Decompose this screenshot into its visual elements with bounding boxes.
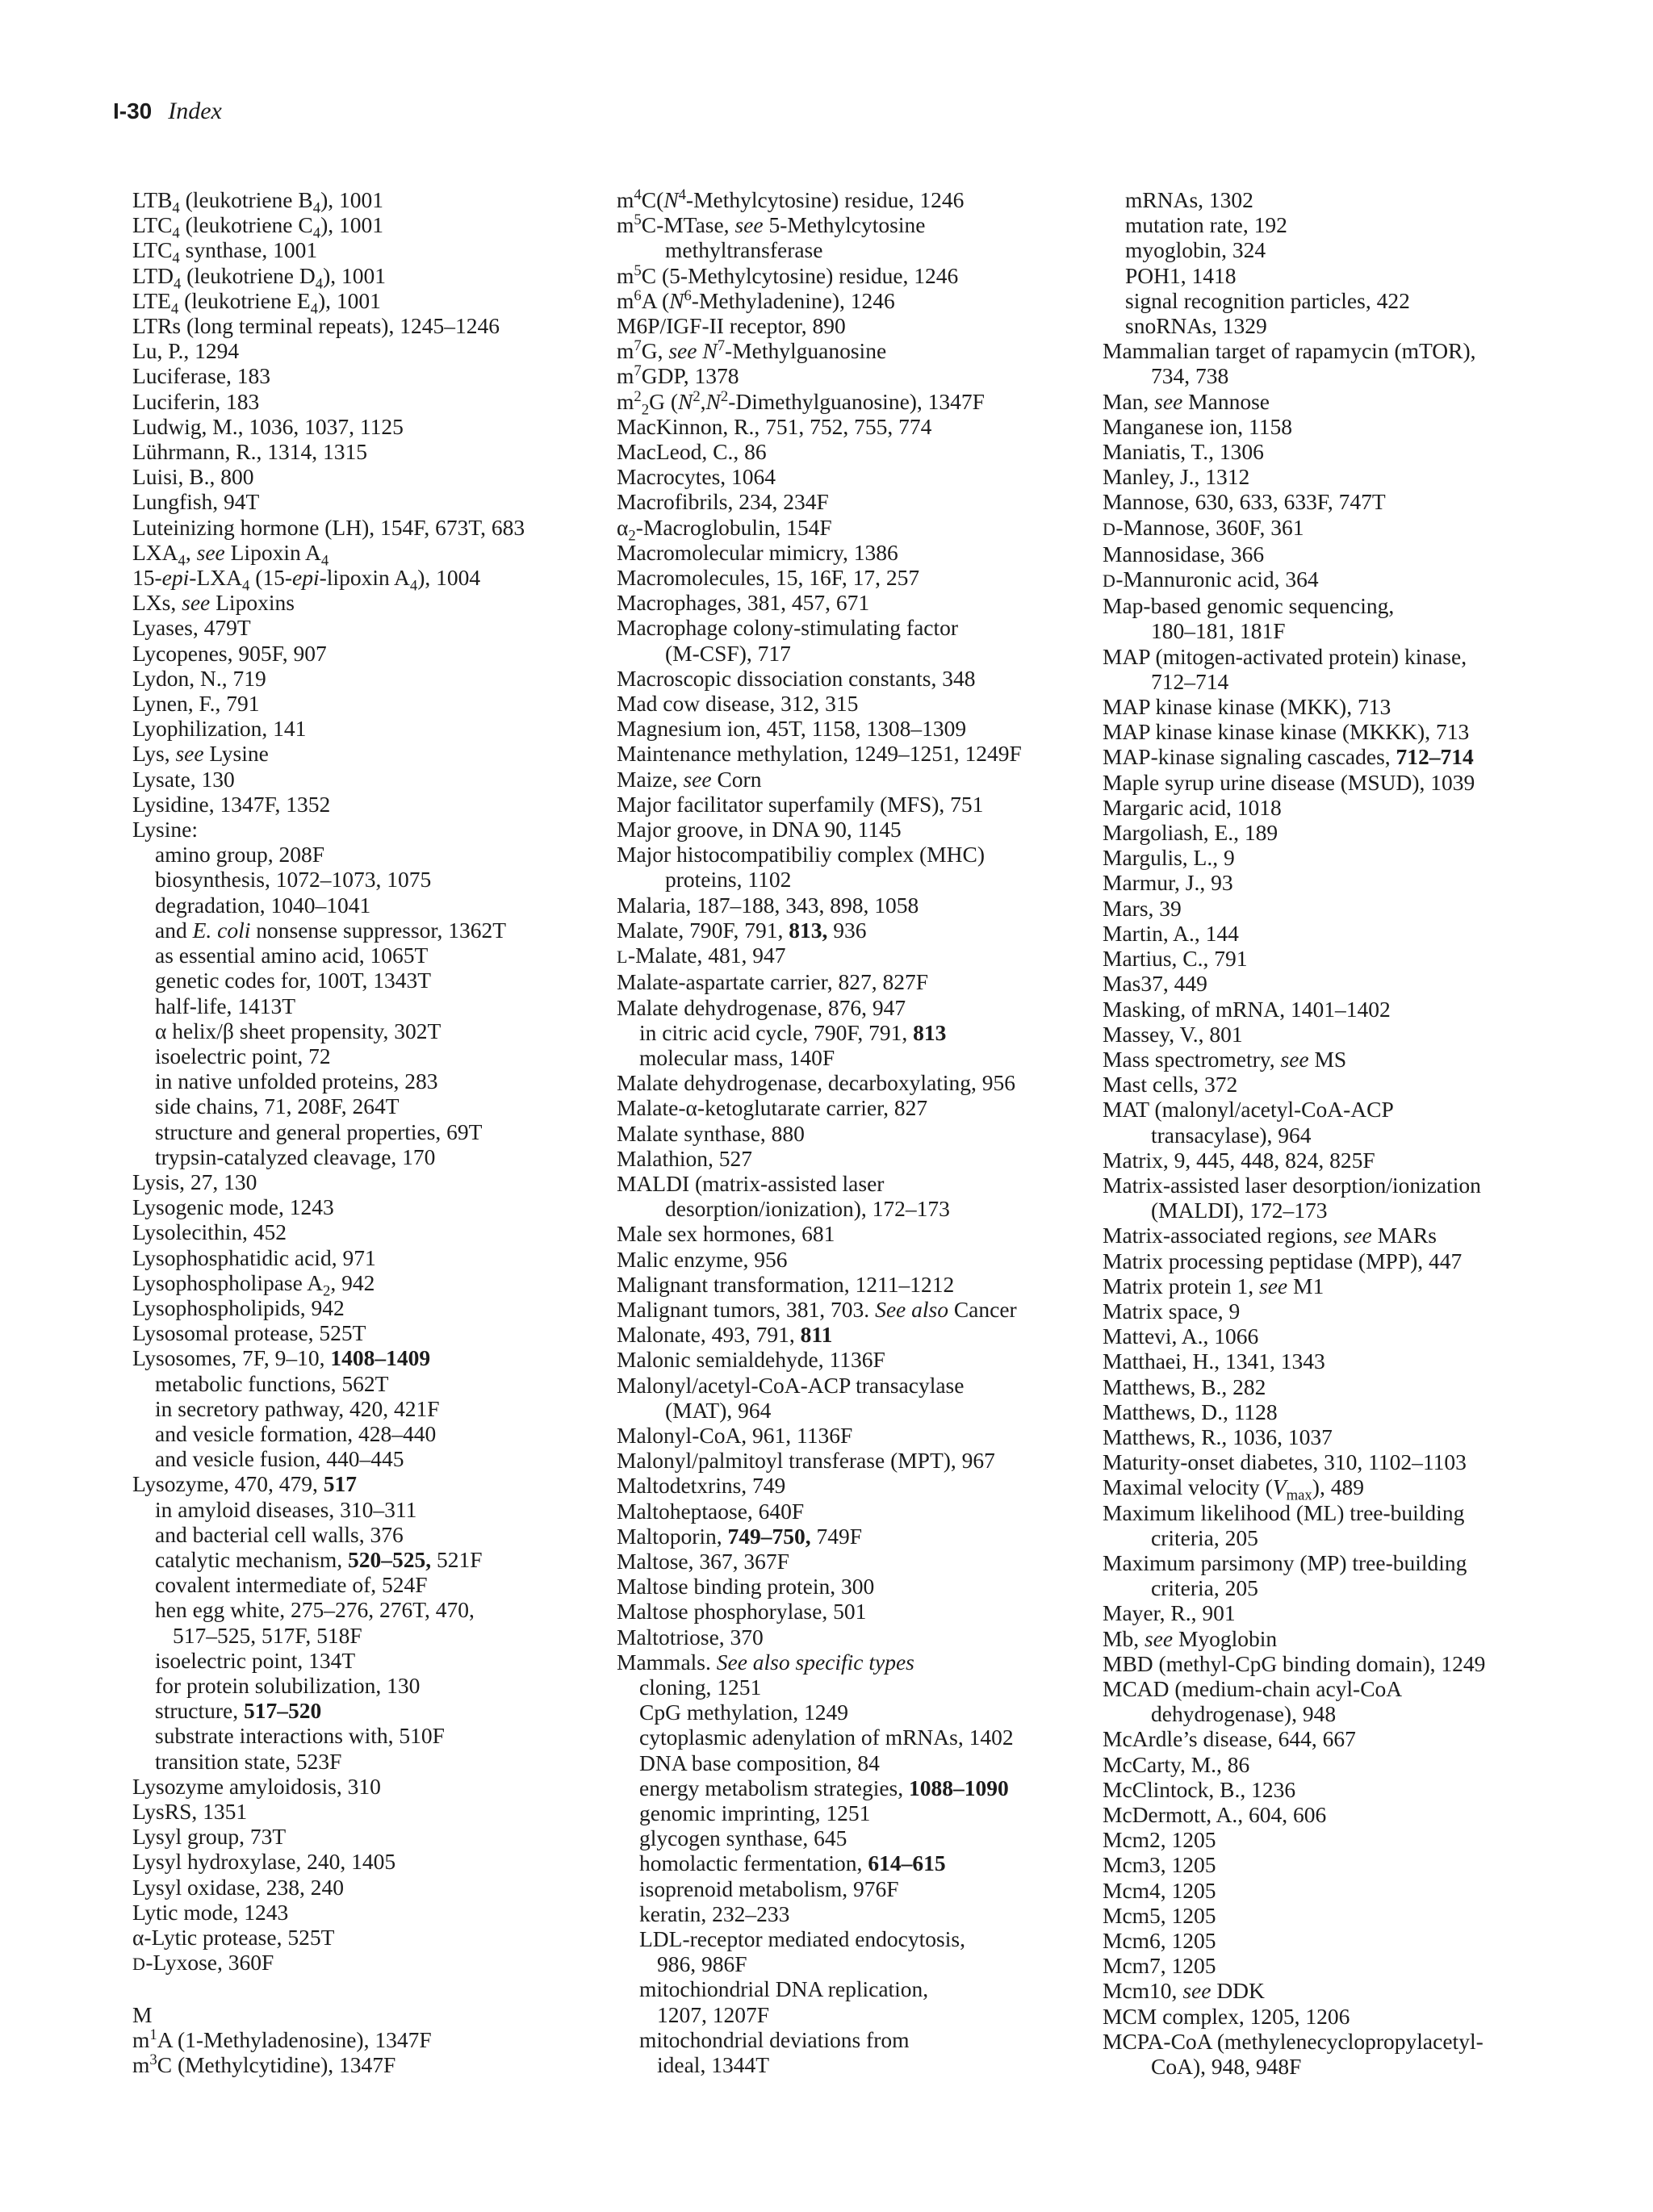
index-subentry: 517–525, 517F, 518F [173, 1622, 362, 1648]
index-entry: MAP (mitogen-activated protein) kinase, [1103, 643, 1467, 669]
index-entry: $LTB_4$ (leukotriene $B_4$), 1001 [132, 187, 383, 217]
index-entry: Mcm5, 1205 [1103, 1902, 1216, 1928]
index-entry: Marmur, J., 93 [1103, 870, 1233, 896]
index-entry: Luciferin, 183 [132, 388, 260, 414]
index-subentry: structure, 517–520 [155, 1698, 322, 1724]
index-subentry: covalent intermediate of, 524F [155, 1572, 428, 1598]
index-entry: Matthews, D., 1128 [1103, 1399, 1278, 1424]
index-subentry: mitochiondrial DNA replication, [639, 1976, 929, 2002]
index-entry: Luisi, B., 800 [132, 464, 254, 490]
index-entry: Lysophospholipase $A_2$, 942 [132, 1269, 375, 1300]
index-entry: Mattevi, A., 1066 [1103, 1323, 1259, 1349]
index-entry: Luciferase, 183 [132, 363, 271, 389]
index-entry: LTRs (long terminal repeats), 1245–1246 [132, 313, 500, 339]
index-entry: $m^1A$ (1-Methyladenosine), 1347F [132, 2026, 432, 2052]
index-entry: Mcm10, see DDK [1103, 1978, 1265, 2004]
index-subentry: trypsin-catalyzed cleavage, 170 [155, 1144, 436, 1169]
index-entry: Malate dehydrogenase, decarboxylating, 956 [617, 1070, 1016, 1096]
index-entry: Lyophilization, 141 [132, 716, 307, 742]
index-entry: Maltoheptaose, 640F [617, 1498, 805, 1524]
index-entry: McDermott, A., 604, 606 [1103, 1802, 1327, 1827]
index-entry: Mcm3, 1205 [1103, 1852, 1216, 1878]
index-entry: Lysyl group, 73T [132, 1824, 287, 1850]
index-entry: Malate-α-ketoglutarate carrier, 827 [617, 1095, 928, 1121]
index-entry: MacKinnon, R., 751, 752, 755, 774 [617, 413, 932, 439]
page-number: I-30 [113, 98, 153, 123]
index-subentry: molecular mass, 140F [639, 1044, 835, 1070]
index-entry: Martin, A., 144 [1103, 920, 1239, 946]
index-subentry: POH1, 1418 [1125, 262, 1237, 288]
index-entry: Maintenance methylation, 1249–1251, 1249F [617, 741, 1022, 767]
index-entry: MCM complex, 1205, 1206 [1103, 2003, 1350, 2029]
index-subentry: mitochondrial deviations from [639, 2026, 910, 2052]
index-entry: $LXA_4$, see Lipoxin $A_4$ [132, 539, 329, 570]
index-subentry: mRNAs, 1302 [1125, 187, 1253, 212]
index-entry: Maltodetxrins, 749 [617, 1473, 786, 1499]
index-entry: Macrophage colony-stimulating factor [617, 615, 959, 641]
index-entry: $m^3C$ (Methylcytidine), 1347F [132, 2051, 396, 2078]
index-entry: Lysis, 27, 130 [132, 1169, 257, 1194]
index-entry: Malignant tumors, 381, 703. See also Cancer [617, 1296, 1017, 1322]
index-entry: 712–714 [1151, 668, 1229, 694]
index-subentry: hen egg white, 275–276, 276T, 470, [155, 1597, 475, 1623]
index-subentry: in secretory pathway, 420, 421F [155, 1395, 440, 1421]
index-subentry: degradation, 1040–1041 [155, 892, 371, 918]
index-entry: Maximal velocity $(V_{max})$, 489 [1103, 1474, 1364, 1504]
index-entry: desorption/ionization), 172–173 [665, 1196, 950, 1222]
index-entry: Maltotriose, 370 [617, 1624, 764, 1650]
index-entry: Matthews, B., 282 [1103, 1374, 1266, 1399]
index-subentry: and E. coli nonsense suppressor, 1362T [155, 917, 507, 943]
index-subentry: metabolic functions, 562T [155, 1370, 389, 1396]
index-subentry: half-life, 1413T [155, 993, 296, 1018]
index-entry: LysRS, 1351 [132, 1799, 248, 1824]
index-entry: MAP-kinase signaling cascades, 712–714 [1103, 744, 1474, 770]
index-entry: MCPA-CoA (methylenecyclopropylacetyl- [1103, 2028, 1484, 2054]
index-entry: $LTE_4$ (leukotriene $E_4$), 1001 [132, 287, 381, 318]
index-subentry: transition state, 523F [155, 1748, 342, 1774]
index-entry: Lysophospholipids, 942 [132, 1294, 345, 1320]
index-entry: Mad cow disease, 312, 315 [617, 691, 859, 717]
index-entry: Macroscopic dissociation constants, 348 [617, 665, 976, 691]
index-entry: $m^4C(N^4-Methylcytosine)$ residue, 1246 [617, 186, 965, 212]
index-entry: transacylase), 964 [1151, 1122, 1312, 1148]
index-entry: Lysine: [132, 817, 198, 843]
index-entry: Lungfish, 94T [132, 489, 260, 515]
index-entry: Matrix, 9, 445, 448, 824, 825F [1103, 1147, 1375, 1173]
index-entry: $m^5C$ (5-Methylcytosine) residue, 1246 [617, 261, 959, 288]
index-entry: LXs, see Lipoxins [132, 590, 295, 616]
index-entry: Malic enzyme, 956 [617, 1246, 788, 1272]
index-subentry: catalytic mechanism, 520–525, 521F [155, 1546, 483, 1572]
index-entry: Malonate, 493, 791, 811 [617, 1322, 833, 1348]
index-entry: Malonyl-CoA, 961, 1136F [617, 1422, 853, 1448]
index-entry: Malignant transformation, 1211–1212 [617, 1271, 955, 1297]
index-entry: Maximum likelihood (ML) tree-building [1103, 1499, 1465, 1525]
index-entry: L-Malate, 481, 947 [617, 943, 786, 968]
index-entry: (MALDI), 172–173 [1151, 1198, 1328, 1223]
index-entry: Malathion, 527 [617, 1145, 753, 1171]
index-subentry: for protein solubilization, 130 [155, 1672, 421, 1698]
index-subentry: isoelectric point, 72 [155, 1043, 331, 1068]
index-entry: Margaric acid, 1018 [1103, 794, 1282, 820]
index-entry: proteins, 1102 [665, 867, 792, 893]
index-entry: McClintock, B., 1236 [1103, 1776, 1296, 1802]
index-subentry: and bacterial cell walls, 376 [155, 1521, 404, 1547]
index-entry: Malate dehydrogenase, 876, 947 [617, 994, 906, 1020]
index-entry: McArdle’s disease, 644, 667 [1103, 1726, 1356, 1752]
index-entry: Macromolecules, 15, 16F, 17, 257 [617, 565, 920, 591]
index-entry: Mayer, R., 901 [1103, 1600, 1236, 1626]
index-entry: Man, see Mannose [1103, 388, 1270, 414]
index-entry: methyltransferase [665, 237, 823, 263]
section-gap [132, 1976, 592, 2001]
index-entry: MAP kinase kinase (MKK), 713 [1103, 694, 1391, 720]
index-entry: Matrix-associated regions, see MARs [1103, 1223, 1437, 1248]
index-subentry: CpG methylation, 1249 [639, 1700, 848, 1725]
index-subentry: energy metabolism strategies, 1088–1090 [639, 1775, 1009, 1800]
index-entry: Margoliash, E., 189 [1103, 820, 1278, 846]
index-entry: Malonic semialdehyde, 1136F [617, 1347, 885, 1373]
index-entry: $\alpha_2$-Macroglobulin, 154F [617, 514, 832, 545]
index-subentry: keratin, 232–233 [639, 1900, 790, 1926]
index-entry: Mast cells, 372 [1103, 1072, 1238, 1098]
index-subentry: 986, 986F [657, 1951, 747, 1977]
index-subentry: substrate interactions with, 510F [155, 1723, 445, 1749]
index-entry: Massey, V., 801 [1103, 1021, 1243, 1047]
index-entry: (M-CSF), 717 [665, 640, 791, 666]
index-entry: Macrofibrils, 234, 234F [617, 489, 829, 515]
index-subentry: genomic imprinting, 1251 [639, 1800, 871, 1825]
index-entry: Luteinizing hormone (LH), 154F, 673T, 683 [132, 514, 525, 540]
index-entry: MALDI (matrix-assisted laser [617, 1170, 885, 1196]
index-subentry: α helix/β sheet propensity, 302T [155, 1018, 441, 1043]
index-entry: Lysozyme amyloidosis, 310 [132, 1773, 381, 1799]
index-entry: dehydrogenase), 948 [1151, 1701, 1337, 1727]
index-entry: Map-based genomic sequencing, [1103, 593, 1395, 619]
index-entry: D-Mannuronic acid, 364 [1103, 567, 1319, 592]
index-entry: Macromolecular mimicry, 1386 [617, 539, 898, 565]
index-entry: CoA), 948, 948F [1151, 2054, 1302, 2080]
index-subentry: 1207, 1207F [657, 2001, 770, 2027]
index-entry: $m^7GDP$, 1378 [617, 362, 739, 389]
index-entry: Magnesium ion, 45T, 1158, 1308–1309 [617, 716, 967, 742]
index-entry: Malonyl/palmitoyl transferase (MPT), 967 [617, 1448, 995, 1474]
index-entry: Mb, see Myoglobin [1103, 1625, 1278, 1651]
index-entry: Lyases, 479T [132, 615, 251, 641]
index-entry: Major histocompatibiliy complex (MHC) [617, 842, 985, 868]
index-entry: Matrix processing peptidase (MPP), 447 [1103, 1248, 1463, 1273]
index-subentry: cytoplasmic adenylation of mRNAs, 1402 [639, 1725, 1014, 1750]
index-subentry: and vesicle formation, 428–440 [155, 1420, 437, 1446]
index-entry: Mars, 39 [1103, 895, 1182, 921]
index-entry: Maltoporin, 749–750, 749F [617, 1523, 863, 1549]
index-entry: Lycopenes, 905F, 907 [132, 640, 327, 666]
index-entry: Margulis, L., 9 [1103, 845, 1235, 871]
index-entry: Maple syrup urine disease (MSUD), 1039 [1103, 769, 1475, 795]
index-entry: Lysozyme, 470, 479, 517 [132, 1471, 358, 1497]
index-entry: Lysate, 130 [132, 766, 235, 792]
index-entry: Major facilitator superfamily (MFS), 751 [617, 791, 984, 817]
index-entry: Lysosomal protease, 525T [132, 1320, 366, 1346]
index-subentry: homolactic fermentation, 614–615 [639, 1850, 946, 1876]
index-entry: Martius, C., 791 [1103, 946, 1248, 972]
index-entry: Lysidine, 1347F, 1352 [132, 791, 331, 817]
index-entry: Malaria, 187–188, 343, 898, 1058 [617, 892, 919, 918]
index-entry: Manley, J., 1312 [1103, 464, 1250, 490]
index-entry: Malate-aspartate carrier, 827, 827F [617, 969, 929, 995]
index-entry: $m^6A$ $(N^6-Methyladenine)$, 1246 [617, 286, 895, 313]
index-subentry: in native unfolded proteins, 283 [155, 1068, 438, 1094]
index-entry: Macrophages, 381, 457, 671 [617, 590, 870, 616]
index-subentry: amino group, 208F [155, 842, 325, 868]
index-entry: Mcm7, 1205 [1103, 1953, 1216, 1979]
index-entry: $LTC_4$ synthase, 1001 [132, 237, 318, 267]
index-column-1 [132, 187, 592, 2077]
index-entry: Lysolecithin, 452 [132, 1219, 287, 1245]
index-entry: Lu, P., 1294 [132, 338, 240, 364]
index-subentry: signal recognition particles, 422 [1125, 287, 1410, 313]
index-entry: $LTC_4$ (leukotriene $C_4$), 1001 [132, 212, 383, 242]
index-entry: Lysyl oxidase, 238, 240 [132, 1874, 345, 1900]
index-entry: Malate synthase, 880 [617, 1120, 805, 1146]
index-entry: Major groove, in DNA 90, 1145 [617, 817, 902, 843]
index-entry: Lydon, N., 719 [132, 665, 266, 691]
index-entry: α-Lytic protease, 525T [132, 1925, 335, 1951]
index-entry: Manganese ion, 1158 [1103, 413, 1292, 439]
index-entry: Matthaei, H., 1341, 1343 [1103, 1349, 1325, 1374]
index-entry: M6P/IGF-II receptor, 890 [617, 313, 846, 339]
index-column-3 [1103, 187, 1538, 2079]
index-entry: D-Lyxose, 360F [132, 1950, 274, 1976]
index-entry: Lytic mode, 1243 [132, 1899, 289, 1925]
index-entry: Mas37, 449 [1103, 971, 1207, 997]
index-subentry: biosynthesis, 1072–1073, 1075 [155, 867, 432, 893]
index-subentry: structure and general properties, 69T [155, 1119, 483, 1144]
index-entry: Mass spectrometry, see MS [1103, 1046, 1347, 1072]
index-entry: Mcm6, 1205 [1103, 1928, 1216, 1954]
index-column-2 [617, 187, 1093, 2077]
index-entry: Lysogenic mode, 1243 [132, 1194, 334, 1220]
index-entry: Matrix protein 1, see M1 [1103, 1273, 1324, 1298]
index-entry: McCarty, M., 86 [1103, 1751, 1250, 1777]
index-entry: Malate, 790F, 791, 813, 936 [617, 917, 867, 943]
running-title: Index [168, 98, 222, 124]
index-entry: Ludwig, M., 1036, 1037, 1125 [132, 413, 404, 439]
index-entry: Lynen, F., 791 [132, 691, 260, 717]
index-subentry: LDL-receptor mediated endocytosis, [639, 1926, 965, 1952]
index-entry: Matthews, R., 1036, 1037 [1103, 1424, 1333, 1449]
index-entry: Maltose phosphorylase, 501 [617, 1599, 867, 1625]
index-entry: Mammals. See also specific types [617, 1649, 914, 1675]
index-subentry: as essential amino acid, 1065T [155, 943, 429, 968]
index-subentry: DNA base composition, 84 [639, 1750, 880, 1775]
index-subentry: snoRNAs, 1329 [1125, 313, 1267, 339]
index-entry: Malonyl/acetyl-CoA-ACP transacylase [617, 1372, 965, 1398]
index-entry: Macrocytes, 1064 [617, 464, 776, 490]
index-subentry: glycogen synthase, 645 [639, 1825, 847, 1851]
index-entry: 734, 738 [1151, 363, 1229, 389]
index-entry: M [132, 2001, 153, 2027]
index-entry: $m^2_2G$ $(N^2,N^2-Dimethylguanosine)$, 1347F [617, 387, 985, 419]
index-subentry: myoglobin, 324 [1125, 237, 1266, 263]
index-entry: Maturity-onset diabetes, 310, 1102–1103 [1103, 1449, 1467, 1475]
index-entry: (MAT), 964 [665, 1397, 772, 1423]
index-entry: Lys, see Lysine [132, 741, 269, 767]
index-entry: Maize, see Corn [617, 766, 762, 792]
index-entry: Maltose, 367, 367F [617, 1548, 789, 1574]
index-entry: criteria, 205 [1151, 1575, 1258, 1601]
index-entry: Mammalian target of rapamycin (mTOR), [1103, 338, 1476, 364]
index-entry: Mannose, 630, 633, 633F, 747T [1103, 489, 1386, 515]
index-entry: $m^7G$, see $N^7$-Methylguanosine [617, 337, 887, 364]
index-entry: MAT (malonyl/acetyl-CoA-ACP [1103, 1097, 1394, 1123]
index-entry: Lysosomes, 7F, 9–10, 1408–1409 [132, 1345, 431, 1371]
index-entry: $m^5C$-MTase, see 5-Methylcytosine [617, 211, 926, 238]
index-entry: $15-epi-LXA_4$ (15-epi-lipoxin $A_4$), 1004 [132, 565, 481, 595]
index-entry: Lührmann, R., 1314, 1315 [132, 439, 368, 465]
index-entry: MCAD (medium-chain acyl-CoA [1103, 1675, 1403, 1701]
index-entry: Masking, of mRNA, 1401–1402 [1103, 996, 1391, 1022]
index-entry: criteria, 205 [1151, 1524, 1258, 1550]
index-entry: Mannosidase, 366 [1103, 541, 1265, 567]
index-entry: Lysyl hydroxylase, 240, 1405 [132, 1849, 396, 1875]
index-subentry: cloning, 1251 [639, 1674, 762, 1700]
index-entry: $LTD_4$ (leukotriene $D_4$), 1001 [132, 262, 387, 293]
running-header [113, 97, 222, 126]
index-entry: Matrix-assisted laser desorption/ionization [1103, 1172, 1481, 1198]
index-entry: Maniatis, T., 1306 [1103, 439, 1264, 465]
index-subentry: ideal, 1344T [657, 2052, 769, 2078]
index-entry: MacLeod, C., 86 [617, 439, 767, 465]
index-entry: MBD (methyl-CpG binding domain), 1249 [1103, 1650, 1486, 1676]
index-entry: MAP kinase kinase kinase (MKKK), 713 [1103, 719, 1470, 745]
index-subentry: isoprenoid metabolism, 976F [639, 1875, 899, 1901]
index-entry: Male sex hormones, 681 [617, 1221, 835, 1247]
index-entry: Lysophosphatidic acid, 971 [132, 1244, 376, 1270]
index-subentry: and vesicle fusion, 440–445 [155, 1446, 404, 1472]
index-entry: Maltose binding protein, 300 [617, 1574, 875, 1599]
index-entry: Maximum parsimony (MP) tree-building [1103, 1549, 1467, 1575]
index-entry: Mcm4, 1205 [1103, 1877, 1216, 1903]
index-subentry: side chains, 71, 208F, 264T [155, 1093, 400, 1119]
index-subentry: in citric acid cycle, 790F, 791, 813 [639, 1019, 947, 1045]
index-subentry: isoelectric point, 134T [155, 1647, 356, 1673]
index-entry: 180–181, 181F [1151, 618, 1286, 644]
index-subentry: genetic codes for, 100T, 1343T [155, 968, 432, 993]
index-entry: Mcm2, 1205 [1103, 1827, 1216, 1853]
index-subentry: in amyloid diseases, 310–311 [155, 1496, 417, 1522]
index-subentry: mutation rate, 192 [1125, 212, 1287, 238]
index-entry: Matrix space, 9 [1103, 1298, 1241, 1323]
index-entry: D-Mannose, 360F, 361 [1103, 514, 1304, 540]
